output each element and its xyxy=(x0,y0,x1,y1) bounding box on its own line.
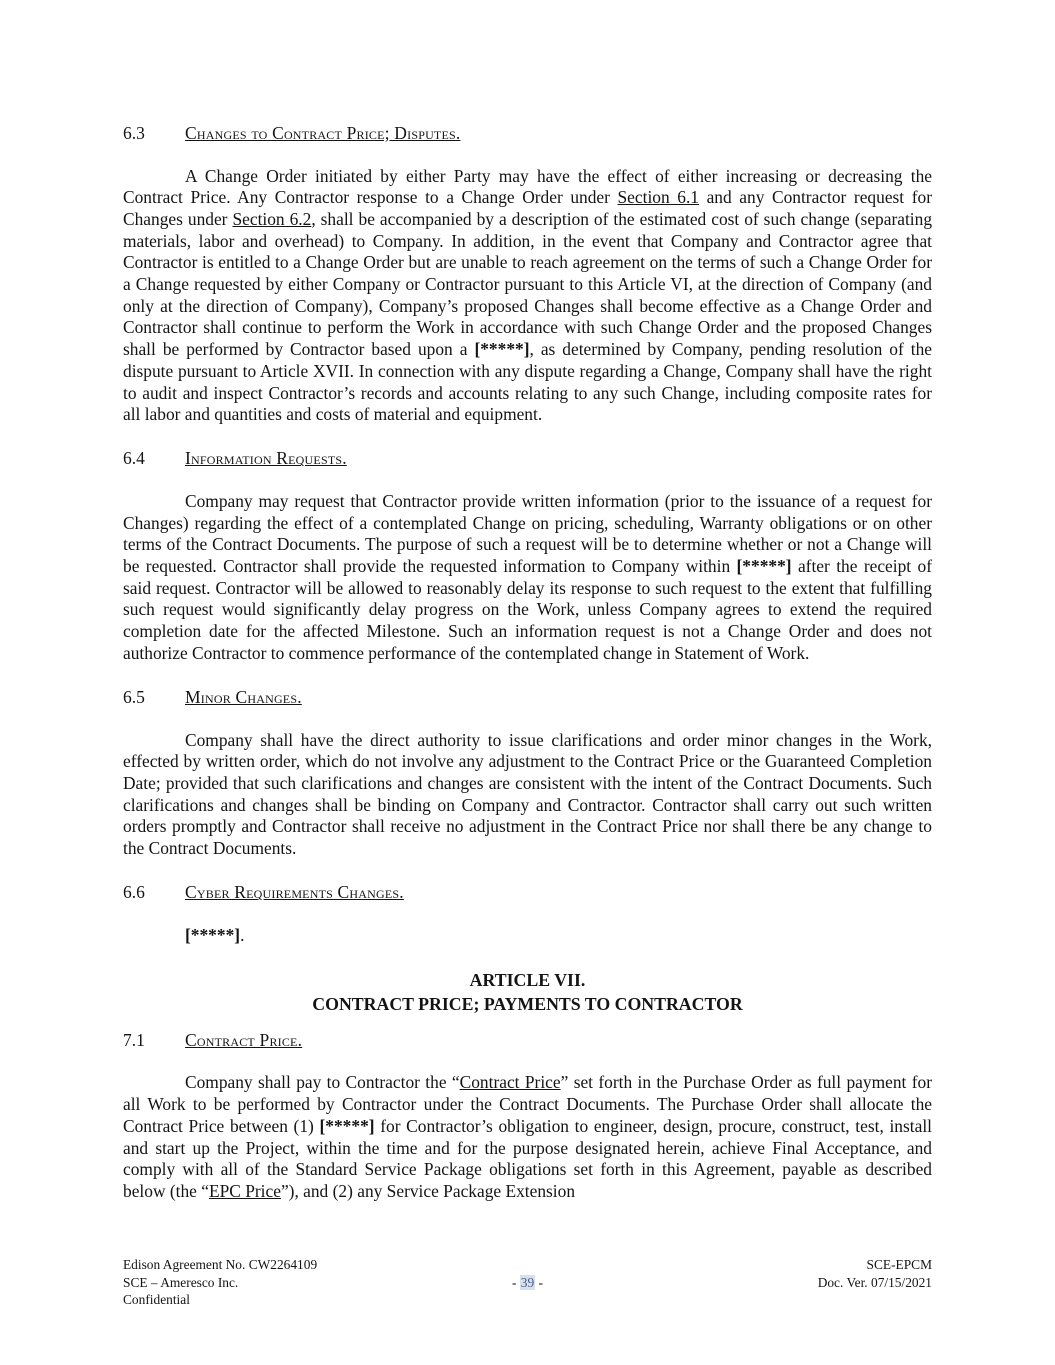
text-run: Company may request that Contractor provide written information (prior to the issuance of a request for Changes) regarding the effect of a contemplated Change on pricing, scheduling, Warranty obligations or on other terms of the Contract Documents. The purpose of such a request will be to determine whether or not a Change will be requested. Contractor shall provide the requested information to Company within xyxy=(123,490,932,577)
section-number: 6.4 xyxy=(123,448,145,469)
text-run: , shall be accompanied by a description of the estimated cost of such change (separating materials, labor and overhead) to Company. In addition, in the event that Company and Contractor agree that Contractor is entitled to a Change Order but are unable to reach agreement on the terms of such a Change Order for a Change requested by either Company or Contractor pursuant to this Article VI, at the direction of Company (and only at the direction of Company), Company’s proposed Changes shall become effective as a Change Order and Contractor shall continue to perform the Work in accordance with such Change Order and the proposed Changes shall be performed by Contractor based upon a xyxy=(123,208,933,360)
section-6-3 xyxy=(123,122,932,426)
section-title: Minor Changes. xyxy=(185,687,302,708)
section-paragraph xyxy=(123,925,932,947)
section-paragraph xyxy=(123,166,932,426)
text-run: [*****] xyxy=(185,924,241,945)
section-heading xyxy=(123,447,932,469)
section-heading xyxy=(123,881,932,903)
footer-page-number xyxy=(512,1256,543,1309)
text-run: Contract Price xyxy=(459,1072,561,1093)
section-number: 6.5 xyxy=(123,687,145,708)
text-run: . xyxy=(240,924,245,945)
section-6-6 xyxy=(123,881,932,946)
text-run: [*****] xyxy=(474,339,530,360)
article-heading-line2: CONTRACT PRICE; PAYMENTS TO CONTRACTOR xyxy=(312,994,743,1015)
text-run: A Change Order initiated by either Party may have the effect of either increasing or decreasing the Contract Price. Any Contractor response to a Change Order under xyxy=(123,165,932,208)
article-heading xyxy=(123,968,932,1017)
page-number-suffix: - xyxy=(535,1274,543,1290)
text-run: [*****] xyxy=(736,556,792,577)
text-run: Company shall have the direct authority to issue clarifications and order minor changes in the Work, effected by written order, which do not involve any adjustment to the Contract Price or the Guaranteed Completion Date; provided that such clarifications and changes are consistent with the intent of the Contract Documents. Such clarifications and changes shall be binding on Company and Contractor. Contractor shall carry out such written orders promptly and Contractor shall receive no adjustment in the Contract Price nor shall there be any change to the Contract Documents. xyxy=(123,729,932,859)
text-run: [*****] xyxy=(319,1115,375,1136)
section-heading xyxy=(123,686,932,708)
text-run: ”), and (2) any Service Package Extension xyxy=(280,1181,576,1201)
page-footer xyxy=(123,1256,932,1309)
text-run: EPC Price xyxy=(208,1181,281,1201)
section-heading xyxy=(123,1029,932,1051)
section-6-5 xyxy=(123,686,932,860)
article-heading-line1: ARTICLE VII. xyxy=(469,969,586,990)
text-run: Section 6.2 xyxy=(232,208,312,229)
text-run: for Contractor’s obligation to engineer, design, procure, construct, test, install and start up the Project, within the time and for the purpose designated herein, achieve Final Acceptance, and comply with all of the Standard Service Package obligations set forth in this Agreement, payable as described below (the “ xyxy=(123,1115,932,1201)
text-run: and any Contractor request for Changes under xyxy=(123,187,932,229)
section-paragraph xyxy=(123,491,932,665)
text-run: ” set forth in the Purchase Order as full payment for all Work to be performed by Contractor under the Contract Documents. The Purchase Order shall allocate the Contract Price between (1) xyxy=(123,1072,932,1136)
footer-right xyxy=(543,1256,932,1309)
footer-parties: SCE – Ameresco Inc. xyxy=(123,1274,239,1290)
text-run: Company shall pay to Contractor the “ xyxy=(185,1072,460,1093)
section-number: 6.3 xyxy=(123,123,145,143)
section-6-4 xyxy=(123,447,932,664)
text-run: Section 6.1 xyxy=(617,187,699,208)
section-title: Cyber Requirements Changes. xyxy=(185,882,404,903)
section-title: Changes to Contract Price; Disputes. xyxy=(185,123,461,143)
text-run: , as determined by Company, pending resolution of the dispute pursuant to Article XVII. In connection with any dispute regarding a Change, Company shall have the right to audit and inspect Contractor’s records and accounts relating to any such Change, including composite rates for all labor and quantities and costs of material and equipment. xyxy=(123,339,932,425)
section-number: 6.6 xyxy=(123,882,145,903)
footer-confidential-label: Confidential xyxy=(123,1292,190,1308)
section-paragraph xyxy=(123,1072,932,1202)
footer-left xyxy=(123,1256,512,1309)
page-number-prefix: - xyxy=(511,1274,520,1290)
section-number: 7.1 xyxy=(123,1029,145,1050)
section-7-1 xyxy=(123,1029,932,1203)
footer-doc-version: Doc. Ver. 07/15/2021 xyxy=(817,1274,932,1290)
page-number-value: 39 xyxy=(520,1274,535,1290)
section-paragraph xyxy=(123,730,932,860)
section-title: Information Requests. xyxy=(185,448,347,469)
footer-agreement-number: Edison Agreement No. CW2264109 xyxy=(123,1257,318,1272)
text-run: after the receipt of said request. Contractor will be allowed to reasonably delay its response to such request to the extent that fulfilling such request would significantly delay progress on the Work, unless Company agrees to extend the required completion date for the affected Milestone. Such an information request is not a Change Order and does not authorize Contractor to commence performance of the contemplated change in Statement of Work. xyxy=(123,556,932,663)
section-title: Contract Price. xyxy=(185,1029,303,1050)
section-heading xyxy=(123,122,932,144)
footer-doc-type: SCE-EPCM xyxy=(866,1257,932,1272)
